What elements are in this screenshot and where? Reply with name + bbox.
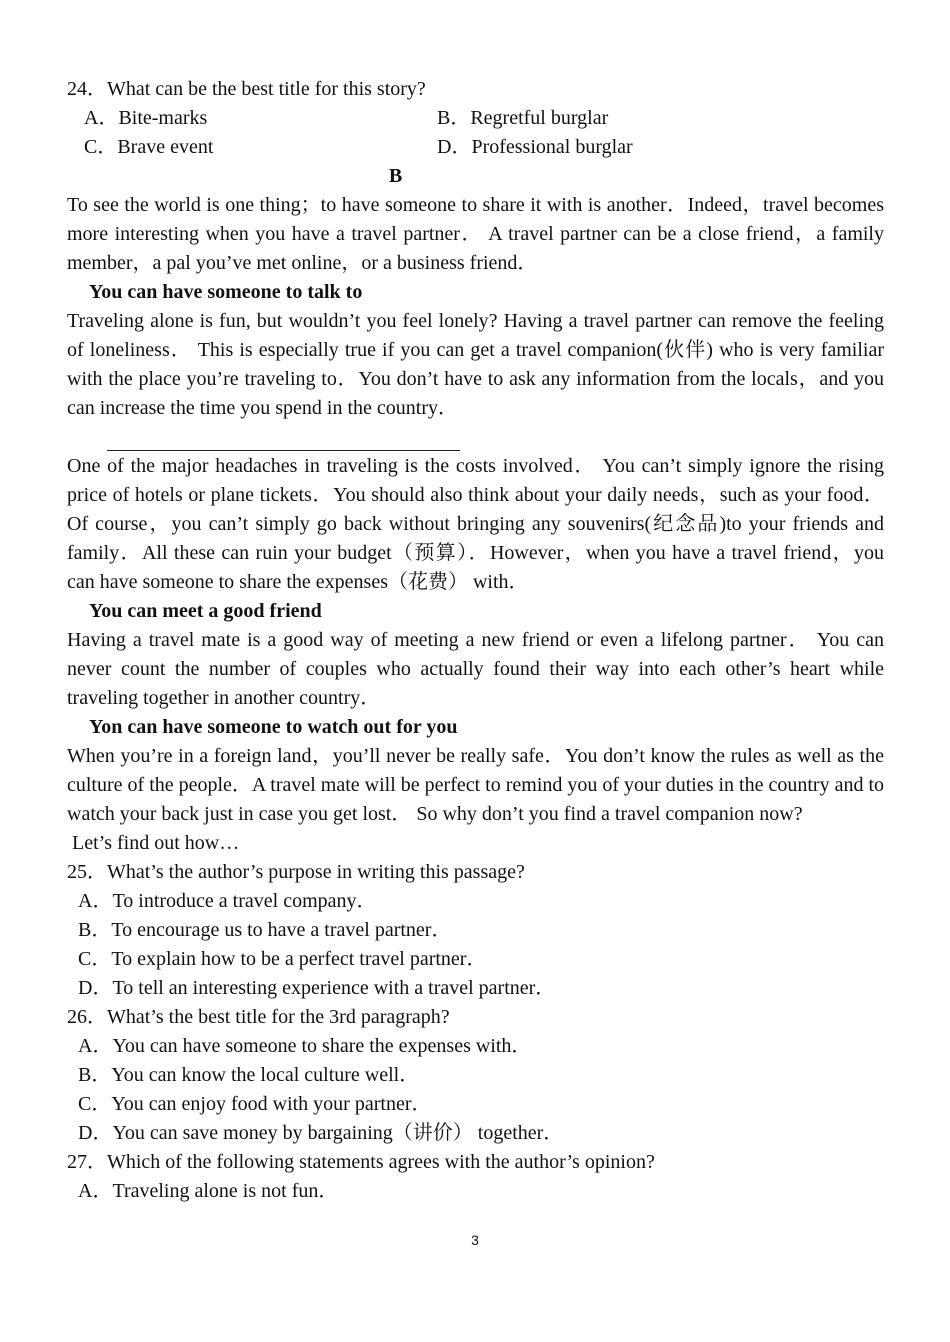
heading-blank: [67, 423, 884, 452]
question-24-stem: 24．What can be the best title for this story?: [67, 78, 426, 100]
heading-good-friend: You can meet a good friend: [89, 600, 322, 622]
question-24-option-a: A．Bite-marks: [84, 107, 208, 129]
question-26-option-d: D．You can save money by bargaining（讲价） together．: [78, 1122, 564, 1144]
blank-underline: [107, 450, 460, 451]
question-27-option-a: A．Traveling alone is not fun．: [78, 1180, 339, 1202]
document-page: [67, 75, 884, 1206]
question-25-option-a: A．To introduce a travel company．: [78, 890, 377, 912]
question-26-option-a: A．You can have someone to share the expenses with．: [78, 1035, 532, 1057]
question-26-option-c: C．You can enjoy food with your partner．: [78, 1093, 432, 1115]
paragraph-talk: Traveling alone is fun, but wouldn’t you feel lonely? Having a travel partner can remove the feeling of loneliness． This is especially true if you can get a travel companion(伙伴) who is very familiar with the place you’re traveling to．You don’t have to ask any information from the locals，and you can increase the time you spend in the country．: [67, 310, 884, 419]
question-24-option-b: B．Regretful burglar: [437, 107, 609, 129]
paragraph-safety: When you’re in a foreign land，you’ll never be really safe．You don’t know the rules as well as the culture of the people．A travel mate will be perfect to remind you of your duties in the country and to watch your back just in case you get lost． So why don’t you find a travel companion now?: [67, 745, 884, 825]
question-24-options-row-1: [67, 104, 884, 133]
question-25-option-b: B．To encourage us to have a travel partner．: [78, 919, 452, 941]
question-24-options-row-2: [67, 133, 884, 162]
question-27-stem: 27．Which of the following statements agrees with the author’s opinion?: [67, 1151, 655, 1173]
question-25-option-d: D．To tell an interesting experience with a travel partner．: [78, 977, 556, 999]
paragraph-friend: Having a travel mate is a good way of meeting a new friend or even a lifelong partner． You can never count the number of couples who actually found their way into each other’s heart while traveling together in another country．: [67, 629, 884, 709]
section-b-heading: B: [388, 165, 403, 187]
heading-someone-to-talk-to: You can have someone to talk to: [89, 281, 363, 303]
question-25-stem: 25．What’s the author’s purpose in writing this passage?: [67, 861, 525, 883]
paragraph-costs: One of the major headaches in traveling is the costs involved． You can’t simply ignore the rising price of hotels or plane tickets．You should also think about your daily needs，such as your food．Of course，you can’t simply go back without bringing any souvenirs(纪念品)to your friends and family．All these can ruin your budget（预算）．However，when you have a travel friend，you can have someone to share the expenses（花费） with．: [67, 455, 884, 593]
heading-watch-out: Yon can have someone to watch out for you: [89, 716, 458, 738]
question-25-option-c: C．To explain how to be a perfect travel partner．: [78, 948, 487, 970]
question-26-option-b: B．You can know the local culture well．: [78, 1064, 420, 1086]
question-24-option-c: C．Brave event: [84, 136, 214, 158]
paragraph-find-out: Let’s find out how…: [67, 832, 240, 854]
question-24-option-d: D．Professional burglar: [437, 136, 633, 158]
intro-paragraph: To see the world is one thing；to have someone to share it with is another．Indeed，travel becomes more interesting when you have a travel partner． A travel partner can be a close friend，a family member，a pal you’ve met online，or a business friend．: [67, 194, 884, 274]
page-number: 3: [471, 1232, 479, 1248]
question-26-stem: 26．What’s the best title for the 3rd paragraph?: [67, 1006, 450, 1028]
